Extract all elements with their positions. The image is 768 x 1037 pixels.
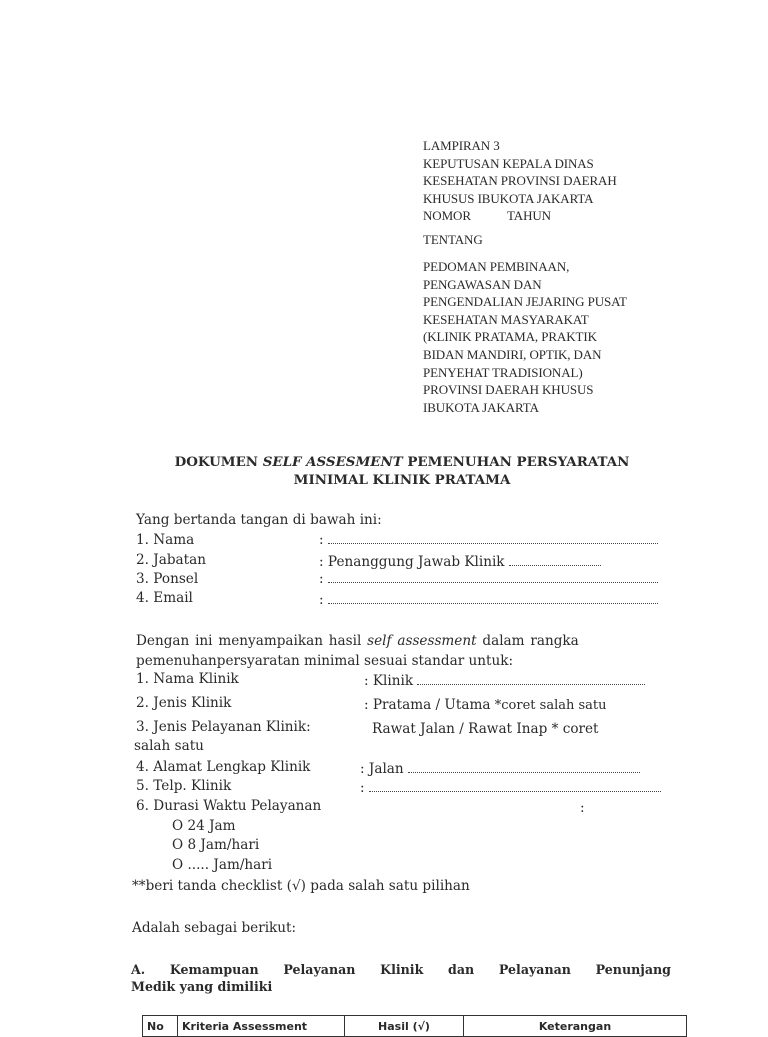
section-a-line-2: Medik yang dimiliki [131,979,273,994]
pedoman-line-3: PENGENDALIAN JEJARING PUSAT [423,294,627,310]
dotted-line [328,591,658,604]
title-part-2: PEMENUHAN PERSYARATAN [402,454,630,470]
clinic-pelayanan-label: 3. Jenis Pelayanan Klinik: [136,719,311,735]
document-title [0,453,768,489]
checklist-note: **beri tanda checklist (√) pada salah satu pilihan [132,878,470,894]
section-a-word: dan [448,962,475,977]
dotted-line [509,553,601,566]
statement-part-2: dalam rangka [476,633,579,649]
field-jabatan-input[interactable]: : Penanggung Jawab Klinik [319,553,601,571]
dotted-line [369,779,661,792]
title-line-2: MINIMAL KLINIK PRATAMA [293,472,511,488]
section-a-word: Pelayanan [498,962,571,977]
header-block [423,137,617,225]
pedoman-line-4: KESEHATAN MASYARAKAT [423,311,589,327]
table-header-no: No [143,1016,178,1037]
clinic-durasi-label: 6. Durasi Waktu Pelayanan [136,798,322,814]
tentang-block [423,231,483,249]
section-a-word: Klinik [380,962,424,977]
pedoman-line-7: PENYEHAT TRADISIONAL) [423,364,583,380]
clinic-jenis-options: : Pratama / Utama [364,697,495,713]
durasi-option-custom[interactable]: O ..... Jam/hari [172,857,273,873]
pedoman-line-8: PROVINSI DAERAH KHUSUS [423,382,594,398]
section-a-word: A. [131,962,146,977]
tahun-label: TAHUN [507,208,551,224]
nomor-tahun-line [423,207,617,225]
pedoman-line-2: PENGAWASAN DAN [423,276,542,292]
clinic-nama-label: 1. Nama Klinik [136,671,239,687]
assessment-table [142,1015,687,1037]
statement-italic: self assessment [367,633,477,649]
field-nama-input[interactable]: : [319,531,658,549]
field-jabatan-label: 2. Jabatan [136,552,206,568]
pedoman-line-6: BIDAN MANDIRI, OPTIK, DAN [423,346,602,362]
pedoman-line-9: IBUKOTA JAKARTA [423,399,539,415]
keputusan-line-2: KESEHATAN PROVINSI DAERAH [423,173,617,189]
signer-intro: Yang bertanda tangan di bawah ini: [136,512,382,528]
clinic-nama-value: : Klinik [364,673,414,689]
field-nama-label: 1. Nama [136,532,195,548]
clinic-jenis-value [364,696,607,715]
statement-line-2: pemenuhanpersyaratan minimal sesuai standar untuk: [136,653,514,669]
field-email-label: 4. Email [136,590,193,606]
clinic-pelayanan-note: * coret [551,721,599,737]
clinic-durasi-colon: : [580,800,585,816]
field-jabatan-value: Penanggung Jawab Klinik [327,554,505,570]
clinic-alamat-label: 4. Alamat Lengkap Klinik [136,759,311,775]
statement-line-1 [136,632,676,650]
nomor-label: NOMOR [423,208,471,224]
clinic-telp-label: 5. Telp. Klinik [136,778,232,794]
table-header-kriteria: Kriteria Assessment [178,1016,345,1037]
clinic-jenis-label: 2. Jenis Klinik [136,695,232,711]
title-line-1 [0,453,768,471]
section-a-line-1 [131,961,671,978]
clinic-pelayanan-options: Rawat Jalan / Rawat Inap [372,721,552,737]
closing-text: Adalah sebagai berikut: [132,920,297,936]
dotted-line [408,760,640,773]
section-a-word: Penunjang [595,962,671,977]
clinic-alamat-value: : Jalan [360,761,404,777]
title-italic: SELF ASSESMENT [262,454,403,470]
section-a-word: Kemampuan [169,962,259,977]
section-a-heading [131,961,671,995]
clinic-nama-input[interactable] [364,672,645,690]
clinic-pelayanan-value [372,720,599,738]
keputusan-line-3: KHUSUS IBUKOTA JAKARTA [423,190,594,206]
title-part-1: DOKUMEN [174,454,263,470]
dotted-line [328,570,658,583]
statement-part-1: Dengan ini menyampaikan hasil [136,633,368,649]
clinic-telp-value: : [360,780,365,796]
clinic-telp-input[interactable] [360,779,661,797]
pedoman-line-1: PEDOMAN PEMBINAAN, [423,259,570,274]
table-header-row [143,1016,687,1037]
clinic-jenis-note: *coret salah satu [494,698,607,713]
field-ponsel-label: 3. Ponsel [136,571,199,587]
keputusan-line-1: KEPUTUSAN KEPALA DINAS [423,155,594,171]
section-a-word: Pelayanan [283,962,356,977]
field-email-input[interactable]: : [319,591,658,609]
field-ponsel-input[interactable]: : [319,570,658,588]
clinic-alamat-input[interactable] [360,760,640,778]
clinic-pelayanan-note-2: salah satu [134,738,204,754]
tentang-label: TENTANG [423,232,483,247]
table-header-keterangan: Keterangan [464,1016,687,1037]
durasi-option-8-jam[interactable]: O 8 Jam/hari [172,837,260,853]
table-header-hasil: Hasil (√) [345,1016,464,1037]
lampiran-label: LAMPIRAN 3 [423,138,500,153]
pedoman-line-5: (KLINIK PRATAMA, PRAKTIK [423,329,597,345]
pedoman-block [423,258,627,416]
dotted-line [328,531,658,544]
durasi-option-24-jam[interactable]: O 24 Jam [172,818,236,834]
dotted-line [417,672,645,685]
